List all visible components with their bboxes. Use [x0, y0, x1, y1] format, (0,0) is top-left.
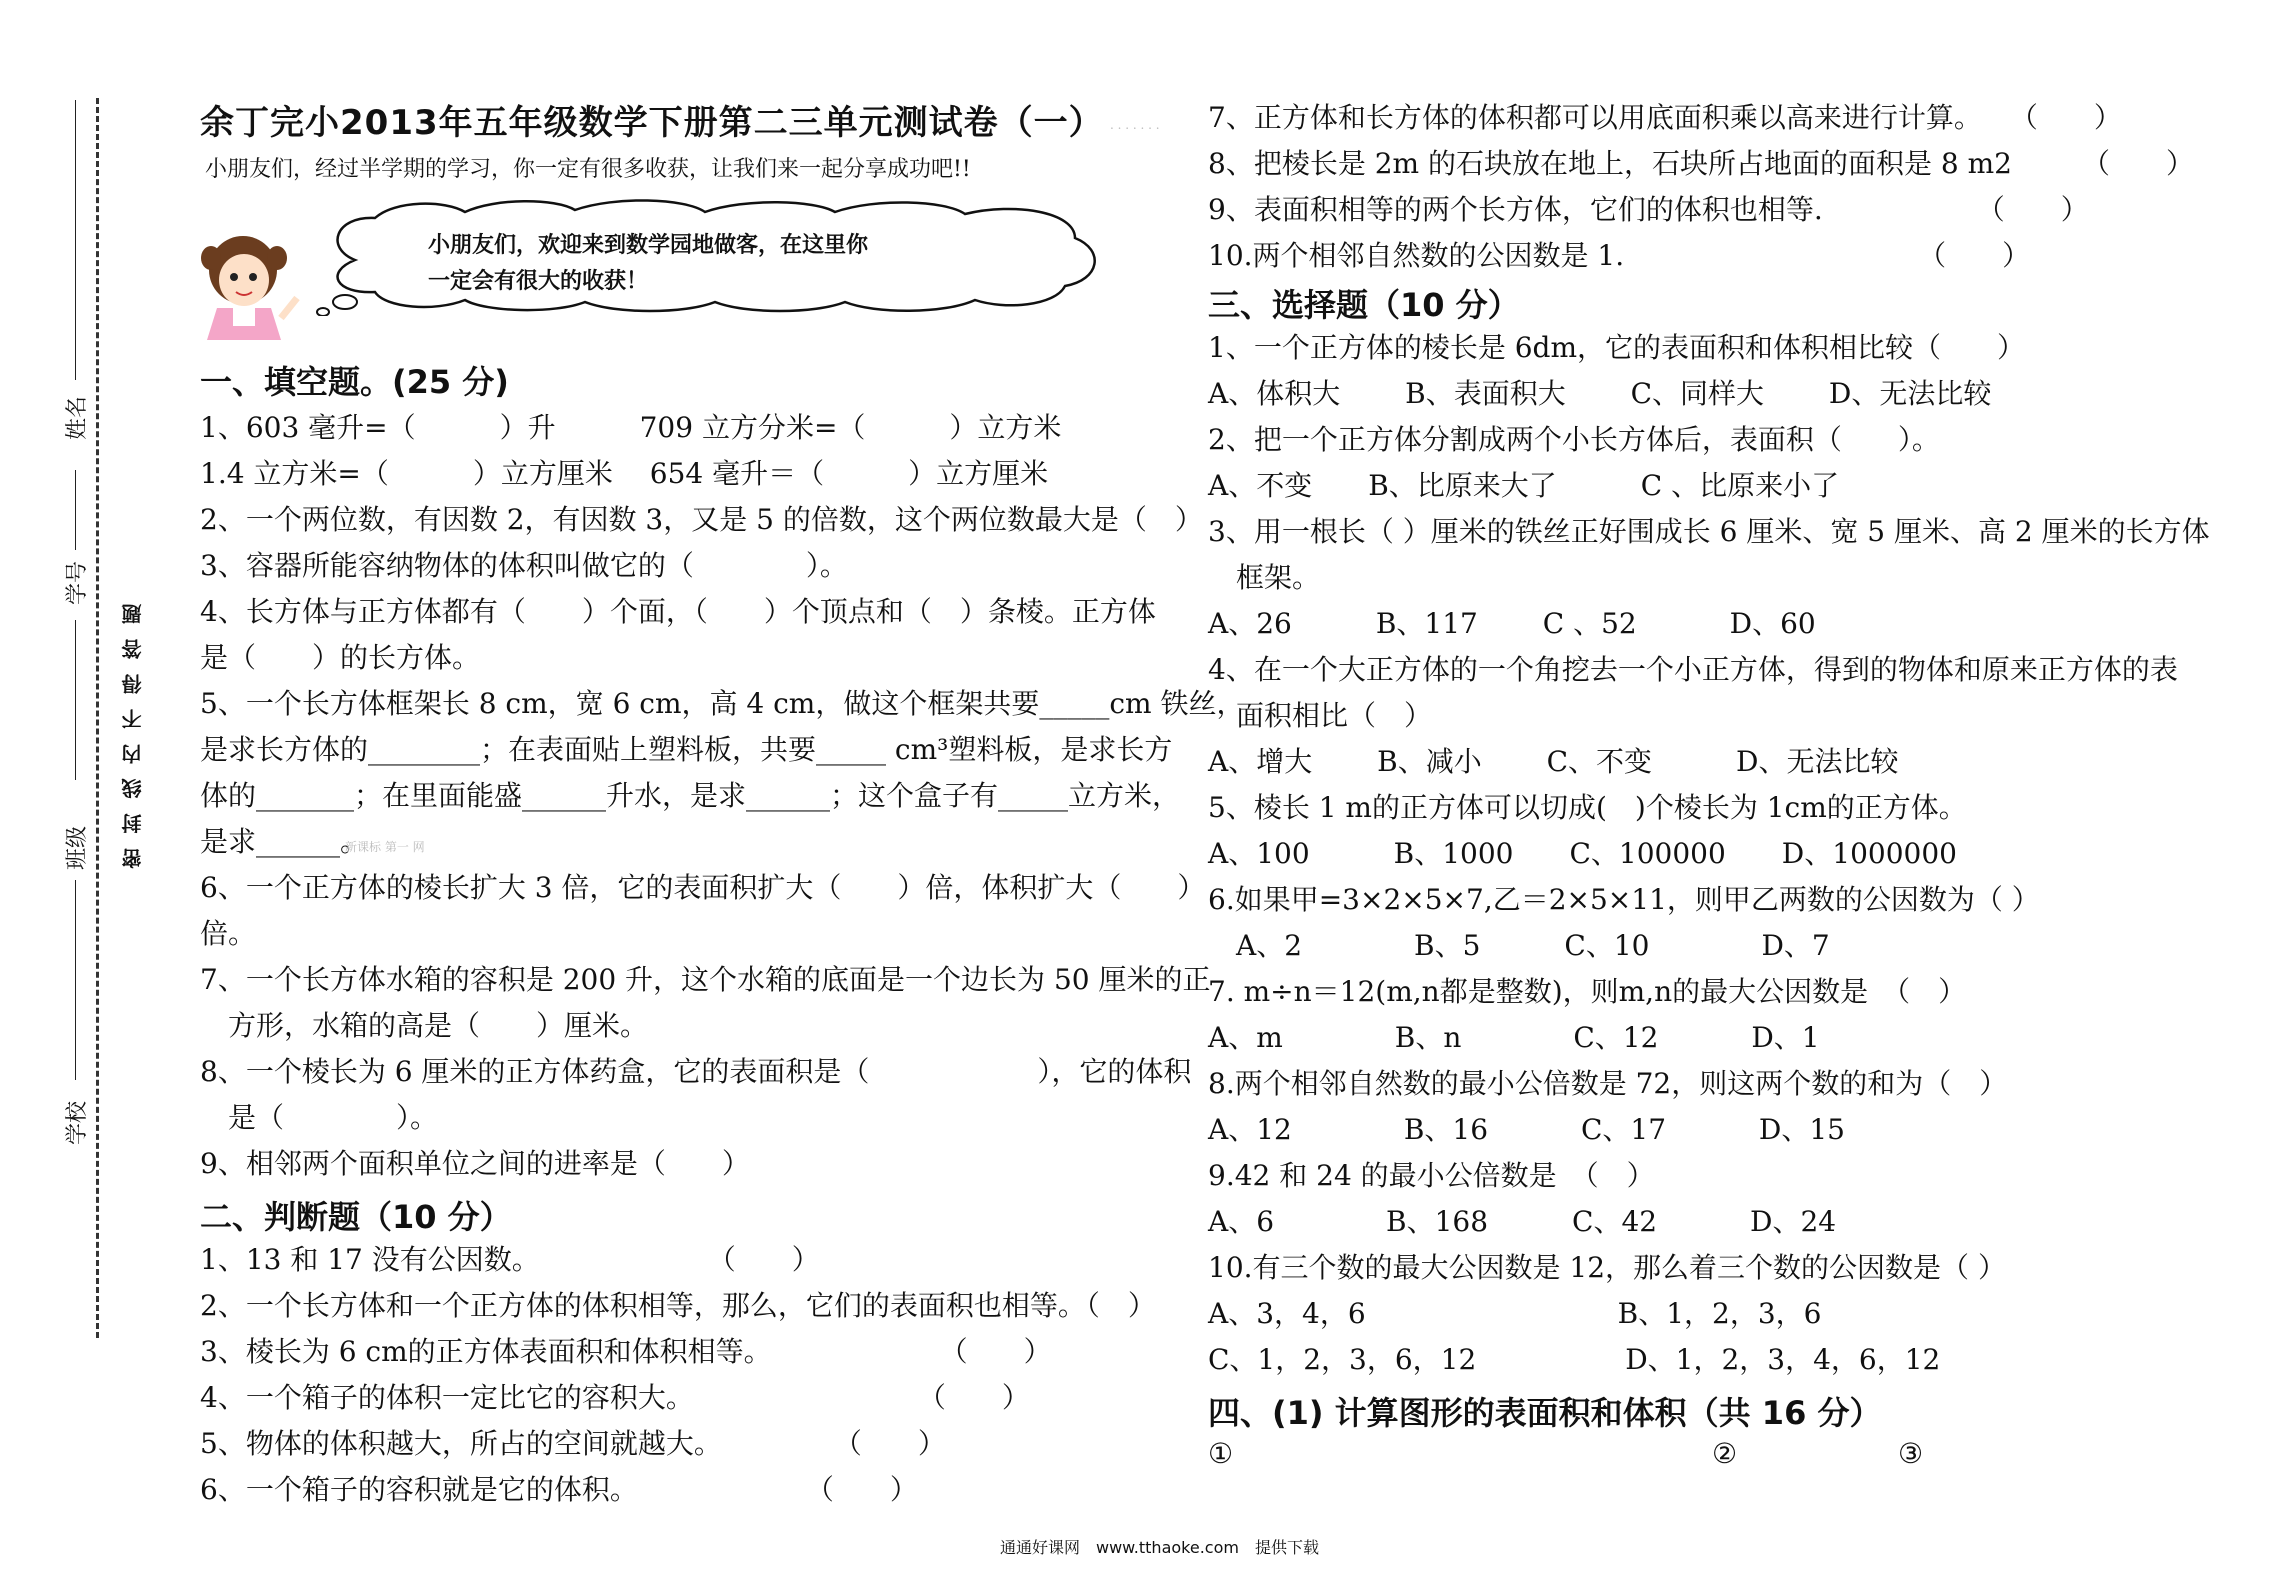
s3-line-1: 1、一个正方体的棱长是 6dm，它的表面积和体积相比较（ ）	[1208, 331, 2026, 364]
s3-line-18: A、12 B、16 C、17 D、15	[1208, 1113, 1845, 1146]
figure-mark-2: ②	[1712, 1437, 1738, 1470]
s3-line-8: 4、在一个大正方体的一个角挖去一个小正方体，得到的物体和原来正方体的表	[1208, 653, 2178, 686]
s2-line-5: 5、物体的体积越大，所占的空间就越大。 （ ）	[200, 1427, 946, 1460]
s3-line-5: 3、用一根长（ ）厘米的铁丝正好围成长 6 厘米、宽 5 厘米、高 2 厘米的长方体	[1208, 515, 2210, 548]
number-label: 学号	[65, 560, 90, 605]
s3-line-17: 8.两个相邻自然数的最小公倍数是 72，则这两个数的和为（ ）	[1208, 1067, 2008, 1100]
school-label: 学校	[65, 1100, 90, 1145]
bubble-line-1: 小朋友们，欢迎来到数学园地做客，在这里你	[428, 233, 869, 258]
s3-line-13: 6.如果甲=3×2×5×7,乙＝2×5×11，则甲乙两数的公因数为（ ）	[1208, 883, 2040, 916]
class-label: 班级	[65, 825, 90, 870]
intro-text: 小朋友们，经过半学期的学习，你一定有很多收获，让我们来一起分享成功吧!!	[205, 157, 971, 182]
section3-heading: 三、选择题（10 分）	[1208, 286, 1520, 324]
s1-line-16: 是（ ）。	[200, 1101, 439, 1134]
s2-line-2: 2、一个长方体和一个正方体的体积相等，那么，它们的表面积也相等。（ ）	[200, 1289, 1156, 1322]
s1-line-10: 是求______。	[200, 825, 369, 858]
s1-line-15: 8、一个棱长为 6 厘米的正方体药盒，它的表面积是（ ），它的体积	[200, 1055, 1192, 1088]
class-line	[75, 620, 76, 780]
s1-line-4: 3、容器所能容纳物体的体积叫做它的（ ）。	[200, 549, 848, 582]
s3-line-11: 5、棱长 1 m的正方体可以切成( )个棱长为 1cm的正方体。	[1208, 791, 1967, 824]
seal-notice: 密 封 线 内 不 得 答 题	[121, 600, 145, 869]
section1-heading: 一、填空题。(25 分)	[200, 363, 509, 401]
s3-line-12: A、100 B、1000 C、100000 D、1000000	[1208, 837, 1957, 870]
s3-line-19: 9.42 和 24 的最小公倍数是 （ ）	[1208, 1159, 1655, 1192]
s2-line-8: 8、把棱长是 2m 的石块放在地上，石块所占地面的面积是 8 m2 （ ）	[1208, 147, 2194, 180]
s3-line-15: 7. m÷n＝12(m,n都是整数)，则m,n的最大公因数是 （ ）	[1208, 975, 1967, 1008]
figure-mark-1: ①	[1208, 1437, 1234, 1470]
number-line	[75, 470, 76, 550]
s1-line-2: 1.4 立方米=（ ）立方厘米 654 毫升＝（ ）立方厘米	[200, 457, 1049, 490]
s1-line-1: 1、603 毫升=（ ）升 709 立方分米=（ ）立方米	[200, 411, 1062, 444]
s2-line-1: 1、13 和 17 没有公因数。 （ ）	[200, 1243, 820, 1276]
school-line	[75, 880, 76, 1080]
s2-line-6: 6、一个箱子的容积就是它的体积。 （ ）	[200, 1473, 918, 1506]
girl-illustration	[195, 228, 305, 343]
section2-heading: 二、判断题（10 分）	[200, 1198, 512, 1236]
footer-credit: 通通好课网 www.tthaoke.com 提供下载	[1000, 1538, 1319, 1557]
s3-line-23: C、1，2，3，6，12 D、1，2，3，4，6，12	[1208, 1343, 1941, 1376]
s2-line-3: 3、棱长为 6 cm的正方体表面积和体积相等。 （ ）	[200, 1335, 1052, 1368]
s1-line-6: 是（ ）的长方体。	[200, 641, 481, 674]
section4-heading: 四、(1) 计算图形的表面积和体积（共 16 分）	[1208, 1394, 1882, 1432]
s2-line-9: 9、表面积相等的两个长方体，它们的体积也相等. （ ）	[1208, 193, 2089, 226]
name-label: 姓名	[65, 395, 90, 440]
s3-line-16: A、m B、n C、12 D、1	[1208, 1021, 1820, 1054]
s2-line-10: 10.两个相邻自然数的公因数是 1. （ ）	[1208, 239, 2031, 272]
s2-line-4: 4、一个箱子的体积一定比它的容积大。 （ ）	[200, 1381, 1030, 1414]
s3-line-3: 2、把一个正方体分割成两个小长方体后，表面积（ ）。	[1208, 423, 1940, 456]
s3-line-2: A、体积大 B、表面积大 C、同样大 D、无法比较	[1208, 377, 1992, 410]
s1-line-17: 9、相邻两个面积单位之间的进率是（ ）	[200, 1147, 750, 1180]
name-line	[75, 100, 76, 380]
watermark-text: 新课标 第一 网	[345, 840, 425, 854]
s1-line-9: 体的_______；在里面能盛______升水，是求______；这个盒子有_____立方米，	[200, 779, 1181, 812]
s1-line-5: 4、长方体与正方体都有（ ）个面，（ ）个顶点和（ ）条棱。正方体	[200, 595, 1156, 628]
s1-line-13: 7、一个长方体水箱的容积是 200 升，这个水箱的底面是一个边长为 50 厘米的正	[200, 963, 1211, 996]
s3-line-10: A、增大 B、减小 C、不变 D、无法比较	[1208, 745, 1899, 778]
s1-line-8: 是求长方体的________；在表面贴上塑料板，共要_____ cm³塑料板，是求长方	[200, 733, 1173, 766]
s1-line-12: 倍。	[200, 917, 257, 950]
s1-line-3: 2、一个两位数，有因数 2，有因数 3，又是 5 的倍数，这个两位数最大是（ ）	[200, 503, 1203, 536]
page-title: 余丁完小2013年五年级数学下册第二三单元测试卷（一）	[200, 103, 1104, 143]
s3-line-9: 面积相比（ ）	[1208, 699, 1433, 732]
figure-mark-3: ③	[1898, 1437, 1924, 1470]
s3-line-22: A、3，4，6 B、1，2，3，6	[1208, 1297, 1822, 1330]
seal-dashed-line	[96, 98, 99, 1338]
s3-line-21: 10.有三个数的最大公因数是 12，那么着三个数的公因数是（ ）	[1208, 1251, 2006, 1284]
s1-line-11: 6、一个正方体的棱长扩大 3 倍，它的表面积扩大（ ）倍，体积扩大（ ）	[200, 871, 1206, 904]
s3-line-6: 框架。	[1208, 561, 1321, 594]
s3-line-14: A、2 B、5 C、10 D、7	[1208, 929, 1830, 962]
title-dots: . . . . . . .	[1110, 118, 1160, 132]
s1-line-14: 方形，水箱的高是（ ）厘米。	[200, 1009, 649, 1042]
bubble-line-2: 一定会有很大的收获！	[428, 269, 649, 294]
s3-line-7: A、26 B、117 C 、52 D、60	[1208, 607, 1816, 640]
s1-line-7: 5、一个长方体框架长 8 cm，宽 6 cm，高 4 cm，做这个框架共要_____cm 铁丝，	[200, 687, 1245, 720]
s2-line-7: 7、正方体和长方体的体积都可以用底面积乘以高来进行计算。 （ ）	[1208, 101, 2122, 134]
s3-line-20: A、6 B、168 C、42 D、24	[1208, 1205, 1837, 1238]
s3-line-4: A、不变 B、比原来大了 C 、比原来小了	[1208, 469, 1840, 502]
